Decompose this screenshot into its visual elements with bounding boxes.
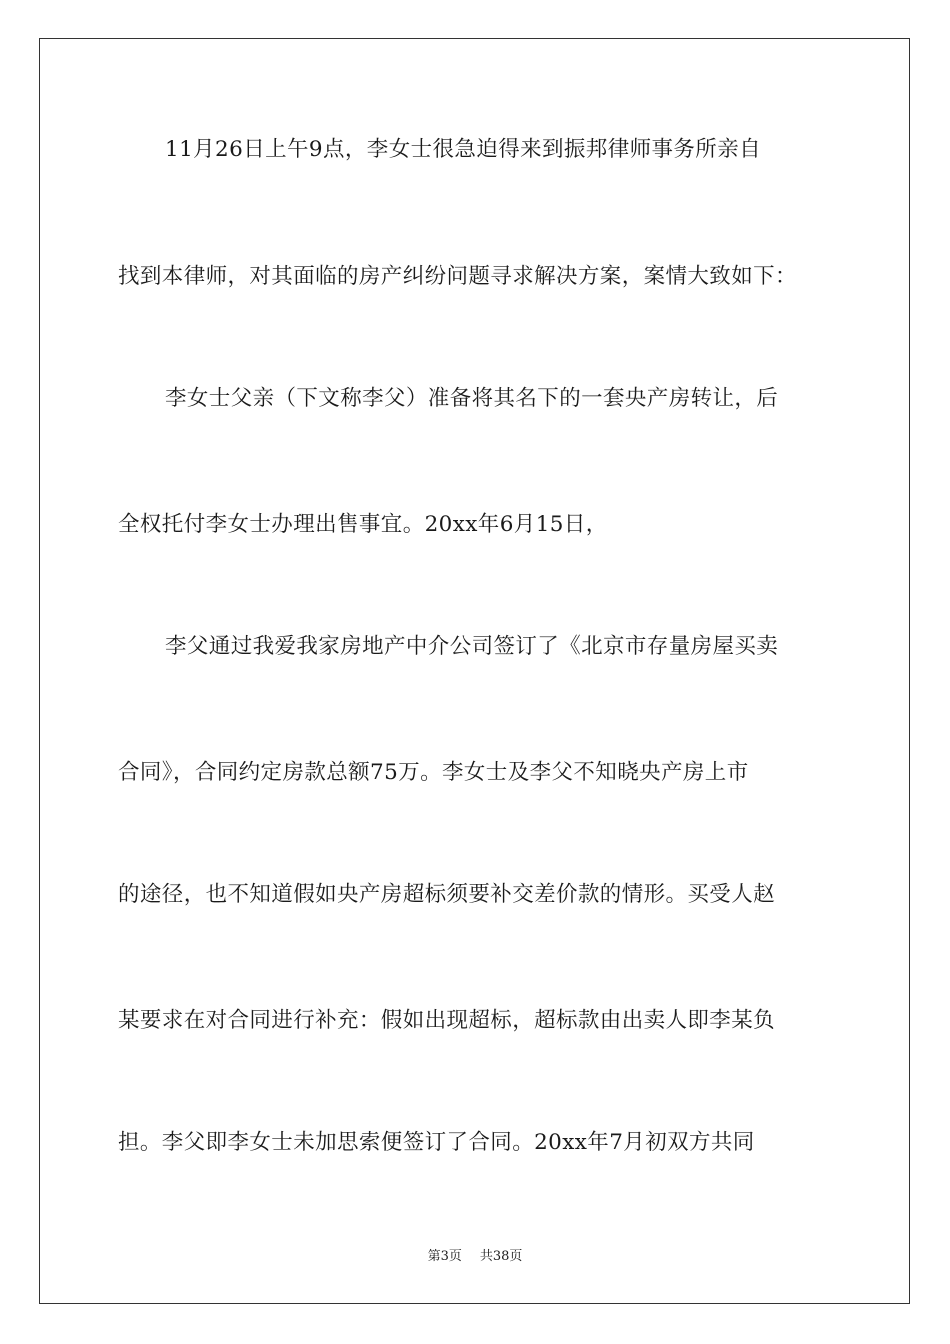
page-number: 第3页 — [427, 1249, 462, 1264]
text-line-2: 找到本律师，对其面临的房产纠纷问题寻求解决方案，案情大致如下： — [118, 264, 797, 289]
text-line-9: 担。李父即李女士未加思索便签订了合同。20xx年7月初双方共同 — [118, 1130, 755, 1155]
text-line-1: 11月26日上午9点，李女士很急迫得来到振邦律师事务所亲自 — [165, 137, 761, 162]
text-line-8: 某要求在对合同进行补充：假如出现超标，超标款由出卖人即李某负 — [118, 1008, 776, 1033]
page-border — [39, 38, 910, 1304]
text-line-3: 李女士父亲（下文称李父）准备将其名下的一套央产房转让，后 — [165, 386, 779, 411]
page-total: 共38页 — [479, 1249, 523, 1264]
text-line-4: 全权托付李女士办理出售事宜。20xx年6月15日， — [118, 512, 608, 537]
page-footer — [0, 1248, 950, 1266]
text-line-5: 李父通过我爱我家房地产中介公司签订了《北京市存量房屋买卖 — [165, 634, 779, 659]
text-line-6: 合同》，合同约定房款总额75万。李女士及李父不知晓央产房上市 — [118, 760, 749, 785]
text-line-7: 的途径，也不知道假如央产房超标须要补交差价款的情形。买受人赵 — [118, 882, 776, 907]
